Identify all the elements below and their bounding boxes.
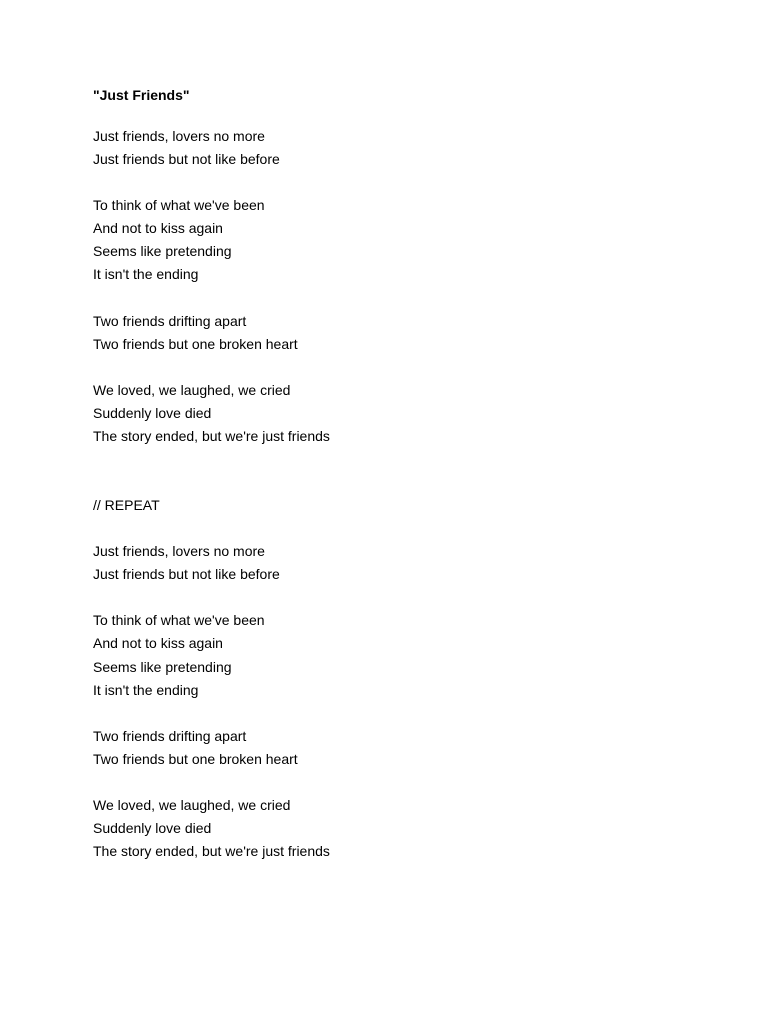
lyric-line: Just friends, lovers no more <box>93 128 265 144</box>
stanza-5 <box>93 540 693 586</box>
stanza-8 <box>93 794 693 863</box>
lyric-line: The story ended, but we're just friends <box>93 427 330 444</box>
lyric-line: Just friends but not like before <box>93 151 280 168</box>
stanza-4 <box>93 379 693 448</box>
lyric-line: And not to kiss again <box>93 635 223 652</box>
lyric-line: Two friends drifting apart <box>93 312 247 329</box>
stanza-2 <box>93 194 693 286</box>
lyric-line: Suddenly love died <box>93 404 212 421</box>
lyric-line: Seems like pretending <box>93 658 232 675</box>
lyric-line: It isn't the ending <box>93 266 199 283</box>
lyric-line: The story ended, but we're just friends <box>93 843 330 860</box>
lyric-line: Two friends but one broken heart <box>93 335 298 352</box>
lyric-line: To think of what we've been <box>93 197 265 214</box>
document-page <box>93 86 693 886</box>
lyric-line: To think of what we've been <box>93 612 265 629</box>
lyric-line: Seems like pretending <box>93 243 232 260</box>
stanza-1 <box>93 125 693 171</box>
lyric-line: We loved, we laughed, we cried <box>93 381 291 398</box>
song-title: "Just Friends" <box>93 87 190 103</box>
repeat-marker: // REPEAT <box>93 497 160 514</box>
lyric-line: Suddenly love died <box>93 819 212 836</box>
lyric-line: And not to kiss again <box>93 220 223 237</box>
lyric-line: It isn't the ending <box>93 681 199 698</box>
stanza-6 <box>93 609 693 701</box>
lyric-line: We loved, we laughed, we cried <box>93 796 291 813</box>
lyric-line: Two friends but one broken heart <box>93 750 298 767</box>
stanza-7 <box>93 725 693 771</box>
lyric-line: Two friends drifting apart <box>93 727 247 744</box>
lyric-line: Just friends but not like before <box>93 566 280 583</box>
lyric-line: Just friends, lovers no more <box>93 543 265 560</box>
stanza-3 <box>93 310 693 356</box>
